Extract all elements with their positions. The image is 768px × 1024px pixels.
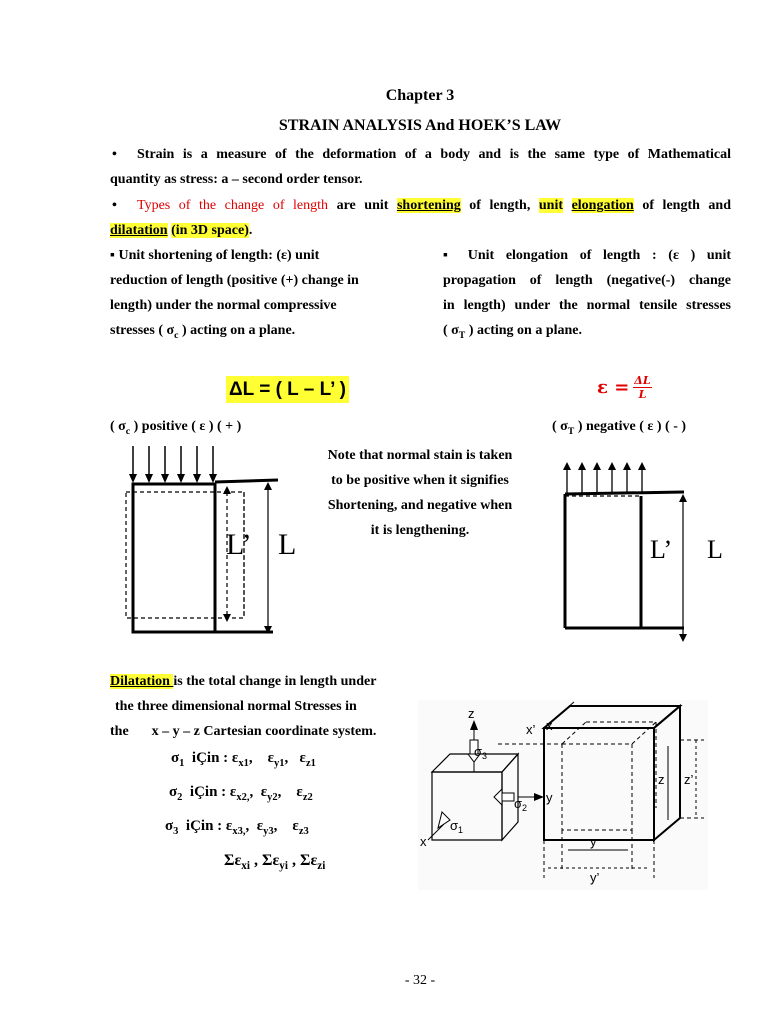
change-types-label: Types of the change of length [137, 198, 329, 213]
section-title: STRAIN ANALYSIS And HOEK’S LAW [278, 117, 562, 134]
bullet-dot: • [112, 147, 117, 162]
note-line: Shortening, and negative when [327, 498, 513, 513]
label-y-prime: y’ [590, 870, 600, 885]
dilatation-paragraph: Dilatation is the total change in length under the three dimensional normal Stresses in the x – y – z Cartesian coordinate system. [110, 669, 430, 744]
compression-arrows [133, 446, 213, 480]
sigma-line-3: $\sigma_3$ iÇin : $\varepsilon_{x3,}$, $\varepsilon_{y3}$, $\varepsilon_{z3}$ [165, 818, 309, 837]
fraction-denominator: L [638, 388, 647, 401]
sigma-2-label: $\sigma_2$ [514, 796, 528, 813]
fraction [633, 374, 651, 401]
highlight-elongation: elongation [571, 198, 634, 213]
label-x-prime: x’ [526, 722, 536, 737]
text: of length, [469, 198, 531, 213]
right-col-line: ▪ Unit elongation of length : (ε ) unit [443, 248, 731, 263]
highlight-dilatation: dilatation [110, 223, 168, 238]
strain-formula [597, 374, 652, 401]
tension-diagram [560, 458, 740, 652]
cube-diagram [418, 700, 708, 890]
label-z-prime: z’ [684, 772, 694, 787]
right-col-line: in length) under the normal tensile stresses [443, 298, 731, 313]
right-col-line: ( $\sigma_T$ ) acting on a plane. [443, 323, 583, 341]
page-number: - 32 - [404, 973, 436, 988]
label-l: L [278, 528, 297, 561]
strain-sum-line: $\Sigma\varepsilon_{xi}$ , $\Sigma\varepsilon_{yi}$ , $\Sigma\varepsilon_{zi}$ [224, 852, 326, 873]
highlight-shortening: shortening [396, 198, 461, 213]
text: are unit [336, 198, 389, 213]
axis-z-label: z [468, 706, 475, 721]
left-col-line: stresses ( $\sigma_c$ ) acting on a plane. [110, 323, 296, 341]
dilatation-highlight: Dilatation [110, 674, 174, 689]
label-z-big: z [658, 772, 665, 787]
left-col-line: reduction of length (positive (+) change in [110, 273, 359, 288]
tension-sign-label: ( $\sigma_T$ ) negative ( ε ) ( - ) [552, 419, 687, 437]
bullet-1-line-2: quantity as stress: a – second order tensor. [110, 172, 363, 187]
highlight-unit: unit [538, 198, 564, 213]
sigma-line-2: $\sigma_2$ iÇin : $\varepsilon_{x2,}$, $\varepsilon_{y2}$, $\varepsilon_{z2}$ [169, 784, 313, 803]
delta-l-formula: ΔL = ( L – L’ ) [226, 376, 349, 403]
sigma-1-label: $\sigma_1$ [450, 818, 464, 835]
dilatation-line-2: the three dimensional normal Stresses in [115, 699, 357, 714]
compression-sign-label: ( $\sigma_c$ ) positive ( ε ) ( + ) [110, 419, 242, 437]
right-column-elongation [443, 243, 731, 348]
left-col-line: length) under the normal compressive [110, 298, 337, 313]
text: . [248, 223, 253, 238]
note-line: it is lengthening. [370, 523, 470, 538]
strain-symbol: ε = [597, 377, 630, 398]
left-column-shortening [110, 243, 390, 348]
compression-diagram [118, 444, 304, 640]
note-line: Note that normal stain is taken [327, 448, 513, 463]
bullet-2 [110, 193, 731, 243]
fraction-numerator: ΔL [634, 374, 651, 387]
label-l-prime: L’ [650, 535, 673, 564]
highlight-3d-space: (in 3D space) [171, 223, 249, 238]
right-col-line: propagation of length (negative(-) change [443, 273, 731, 288]
bullet-1-line-1: Strain is a measure of the deformation of a body and is the same type of Mathematical [137, 147, 731, 162]
label-l: L [707, 535, 723, 564]
note-line: to be positive when it signifies [331, 473, 509, 488]
sigma-3-label: $\sigma_3$ [474, 744, 488, 761]
chapter-heading: Chapter 3 [385, 87, 455, 104]
label-y-big: y [590, 834, 597, 849]
text: of length and [642, 198, 732, 213]
label-x-big: x [546, 718, 553, 733]
bullet-dot: • [112, 198, 117, 213]
left-col-line: ▪ Unit shortening of length: (ε) unit [110, 248, 320, 263]
axis-y-label: y [546, 790, 553, 805]
label-l-prime: L’ [226, 528, 252, 561]
axis-x-label: x [420, 834, 427, 849]
dilatation-line-3: the x – y – z Cartesian coordinate system. [110, 724, 377, 739]
bullet-1 [110, 142, 731, 192]
shortened-block [133, 484, 215, 632]
sigma-line-1: $\sigma_1$ iÇin : $\varepsilon_{x1}$, $\varepsilon_{y1}$, $\varepsilon_{z1}$ [171, 750, 316, 769]
sign-convention-note [300, 443, 540, 543]
